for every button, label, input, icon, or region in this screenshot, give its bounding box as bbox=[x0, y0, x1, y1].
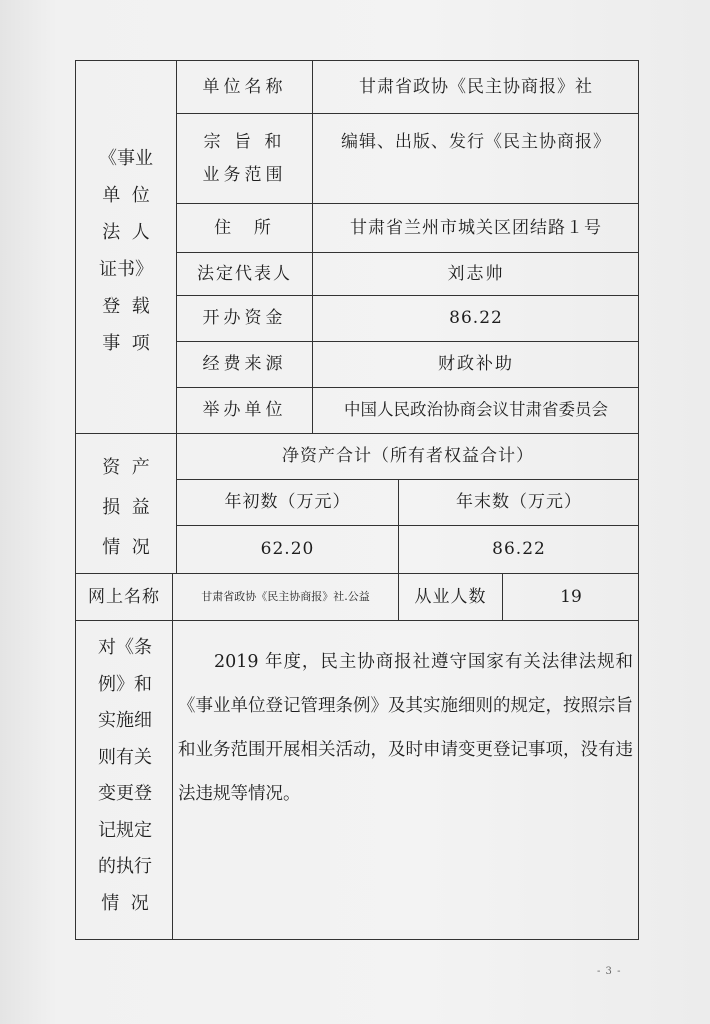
online-name-label: 网上名称 bbox=[88, 586, 160, 607]
end-year-value: 86.22 bbox=[492, 539, 546, 560]
registration-section-label bbox=[80, 140, 172, 362]
sponsor-value: 中国人民政治协商会议甘肃省委员会 bbox=[344, 400, 608, 420]
label-line: 的执行 bbox=[98, 856, 152, 877]
page-number: - 3 - bbox=[597, 966, 622, 977]
label-line: 则有关 bbox=[98, 746, 152, 768]
funding-source-value: 财政补助 bbox=[438, 354, 514, 375]
label-line: 《事业 bbox=[99, 148, 153, 169]
unit-name-label: 单位名称 bbox=[202, 76, 287, 97]
label-line: 实施细 bbox=[98, 710, 152, 731]
compliance-text-body: 2019 年度，民主协商报社遵守国家有关法律法规和《事业单位登记管理条例》及其实施细则的规定，按照宗旨和业务范围开展相关活动，及时申请变更登记事项，没有违法违规等情况。 bbox=[178, 652, 633, 804]
label-line: 法 人 bbox=[102, 222, 150, 243]
label-line: 情 况 bbox=[102, 537, 150, 558]
label-line: 对《条 bbox=[98, 637, 152, 658]
staff-count-label: 从业人数 bbox=[414, 586, 487, 607]
assets-section-label bbox=[80, 448, 172, 568]
label-line: 情 况 bbox=[101, 892, 149, 914]
capital-value: 86.22 bbox=[449, 308, 503, 329]
address-value: 甘肃省兰州市城关区团结路１号 bbox=[350, 217, 602, 238]
label-line: 损 益 bbox=[102, 497, 150, 518]
divider bbox=[75, 620, 639, 621]
label-line: 登 载 bbox=[102, 296, 150, 317]
staff-count-value: 19 bbox=[560, 586, 582, 607]
funding-source-label: 经费来源 bbox=[202, 354, 287, 375]
capital-label: 开办资金 bbox=[202, 308, 287, 329]
address-label: 住 所 bbox=[214, 217, 275, 238]
label-line: 业务范围 bbox=[202, 164, 287, 185]
sponsor-label: 举办单位 bbox=[202, 400, 287, 421]
legal-rep-label: 法定代表人 bbox=[197, 263, 292, 284]
label-line: 单 位 bbox=[102, 185, 150, 206]
label-line: 宗 旨 和 bbox=[203, 132, 286, 153]
compliance-section-label bbox=[78, 630, 172, 922]
label-line: 例》和 bbox=[98, 673, 152, 695]
purpose-scope-value: 编辑、出版、发行《民主协商报》 bbox=[341, 131, 611, 152]
net-assets-header: 净资产合计（所有者权益合计） bbox=[282, 446, 534, 467]
label-line: 证书》 bbox=[99, 259, 153, 280]
compliance-text bbox=[178, 640, 633, 816]
begin-year-value: 62.20 bbox=[260, 539, 315, 560]
unit-name-value: 甘肃省政协《民主协商报》社 bbox=[359, 76, 593, 97]
label-line: 变更登 bbox=[98, 783, 152, 804]
label-line: 记规定 bbox=[98, 819, 152, 841]
legal-rep-value: 刘志帅 bbox=[447, 263, 505, 284]
online-name-value: 甘肃省政协《民主协商报》社.公益 bbox=[201, 589, 370, 603]
label-line: 资 产 bbox=[102, 457, 150, 478]
label-line: 事 项 bbox=[102, 333, 150, 354]
purpose-scope-label bbox=[177, 114, 312, 203]
divider bbox=[172, 620, 173, 940]
begin-year-header: 年初数（万元） bbox=[224, 492, 351, 513]
end-year-header: 年末数（万元） bbox=[456, 492, 582, 513]
